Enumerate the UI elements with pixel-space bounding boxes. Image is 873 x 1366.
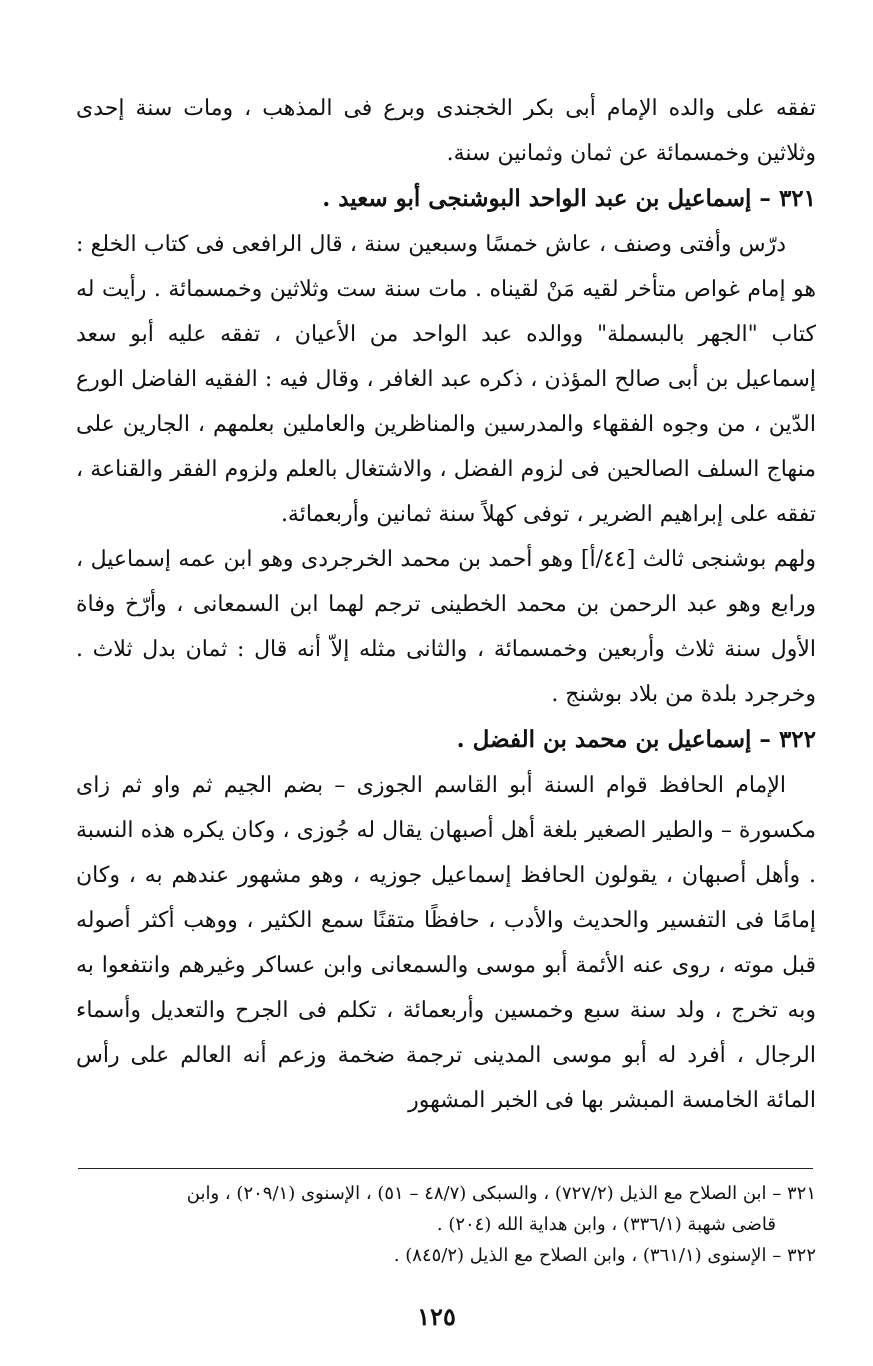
entry-heading-321: ٣٢١ – إسماعيل بن عبد الواحد البوشنجى أبو سعيد . <box>322 185 816 212</box>
paragraph-continuation: تفقه على والده الإمام أبى بكر الخجندى وبرع فى المذهب ، ومات سنة إحدى وثلاثين وخمسمائة عن ثمان وثمانين سنة. <box>76 96 816 166</box>
entry-heading-322: ٣٢٢ – إسماعيل بن محمد بن الفضل . <box>456 726 816 753</box>
footnote-322: ٣٢٢ – الإسنوى (٣٦١/١) ، وابن الصلاح مع الذيل (٨٤٥/٢) . <box>393 1245 816 1266</box>
paragraph-entry-321: درّس وأفتى وصنف ، عاش خمسًا وسبعين سنة ، قال الرافعى فى كتاب الخلع : هو إمام غواص متأخر لقيه مَنْ لقيناه . مات سنة ست وثلاثين وخمسمائة . رأيت له كتاب "الجهر بالبسملة" ووالده عبد الواحد من الأعيان ، تفقه عليه أبو سعد إسماعيل بن أبى صالح المؤذن ، ذكره عبد الغافر ، وقال فيه : الفقيه الفاضل الورع الدّين ، من وجوه الفقهاء والمدرسين والمناظرين والعاملين بعلمهم ، الجارين على منهاج السلف الصالحين فى لزوم الفضل ، والاشتغال بالعلم ولزوم الفقر والقناعة ، تفقه على إبراهيم الضرير ، توفى كهلاً سنة ثمانين وأربعمائة. <box>76 232 816 527</box>
footnote-divider <box>78 1168 813 1169</box>
paragraph-bushanji-others: ولهم بوشنجى ثالث [٤٤/أ] وهو أحمد بن محمد الخرجردى وهو ابن عمه إسماعيل ، ورابع وهو عبد الرحمن بن محمد الخطينى ترجم لهما ابن السمعانى ، وأرّخ وفاة الأول سنة ثلاث وأربعين وخمسمائة ، والثانى مثله إلاّ أنه قال : ثمان بدل ثلاث . وخرجرد بلدة من بلاد بوشنج . <box>76 547 817 707</box>
page-body <box>76 86 816 1123</box>
page-number: ١٢٥ <box>417 1302 456 1331</box>
footnote-321: ٣٢١ – ابن الصلاح مع الذيل (٧٢٧/٢) ، والسبكى (٤٨/٧ – ٥١) ، الإسنوى (٢٠٩/١) ، وابن <box>186 1183 816 1204</box>
footnotes <box>76 1178 816 1271</box>
paragraph-entry-322: الإمام الحافظ قوام السنة أبو القاسم الجوزى – بضم الجيم ثم واو ثم زاى مكسورة – والطير الصغير بلغة أهل أصبهان يقال له جُوزى ، وكان يكره هذه النسبة . وأهل أصبهان ، يقولون الحافظ إسماعيل جوزيه ، وهو مشهور عندهم به ، وكان إمامًا فى التفسير والحديث والأدب ، حافظًا متقنًا سمع الكثير ، ووهب أكثر أصوله قبل موته ، روى عنه الأئمة أبو موسى والسمعانى وابن عساكر وغيرهم وانتفعوا به وبه تخرج ، ولد سنة سبع وخمسين وأربعمائة ، تكلم فى الجرح والتعديل وأسماء الرجال ، أفرد له أبو موسى المدينى ترجمة ضخمة وزعم أنه العالم على رأس المائة الخامسة المبشر بها فى الخبر المشهور <box>76 773 816 1113</box>
footnote-321-continuation: قاضى شهبة (٣٣٦/١) ، وابن هداية الله (٢٠٤) . <box>436 1214 776 1235</box>
